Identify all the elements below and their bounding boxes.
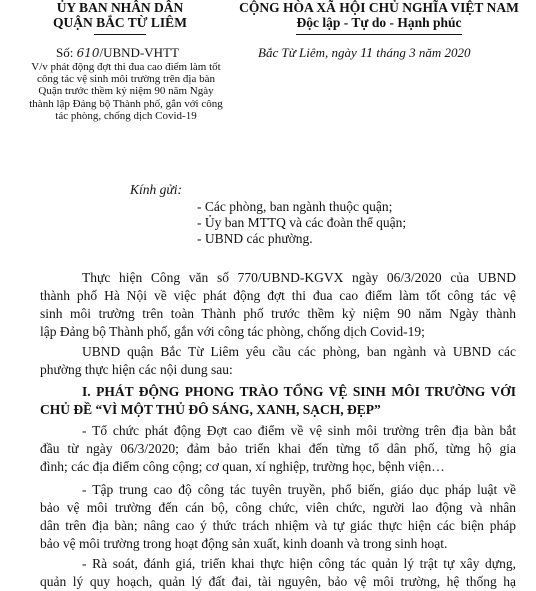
recipients-label: Kính gửi: — [130, 182, 182, 197]
paragraph-line: lập Đảng bộ Thành phố, gắn với công tác phòng, chống dịch Covid-19; — [40, 324, 425, 339]
nation-motto: Độc lập - Tự do - Hạnh phúc — [296, 15, 462, 30]
recipient-item: - Các phòng, ban ngành thuộc quận; — [197, 199, 393, 214]
place-prefix: Bắc Từ Liêm, ngày — [258, 45, 357, 60]
intro-paragraph — [40, 269, 516, 341]
bullet-paragraph — [40, 555, 516, 591]
paragraph-line: - Rà soát, đánh giá, triển khai thực hiện công tác quản lý trật tự xây dựng, — [82, 556, 516, 571]
section-heading — [40, 383, 516, 419]
doc-number-handwritten: 610 — [76, 46, 100, 60]
org-name-line1: ỦY BAN NHÂN DÂN — [56, 0, 184, 15]
place-suffix: tháng 3 năm 2020 — [376, 45, 471, 60]
document-number — [56, 45, 179, 61]
paragraph-line: bảo vệ môi trường đến cán bộ, công chức, viên chức, người lao động và nhân — [40, 500, 516, 515]
recipient-item: - Ủy ban MTTQ và các đoàn thể quận; — [197, 215, 407, 230]
paragraph-line: quản lý quy hoạch, quản lý đất đai, tài nguyên, bảo vệ môi trường, hệ thống hạ — [40, 574, 516, 589]
bullet-paragraph — [40, 481, 516, 553]
paragraph-line: dân trên địa bàn; nâng cao ý thức trách nhiệm và tự giác thực hiện các biện pháp — [40, 518, 516, 533]
bullet-paragraph — [40, 422, 516, 476]
motto-underline — [296, 34, 462, 35]
nation-title: CỘNG HÒA XÃ HỘI CHỦ NGHĨA VIỆT NAM — [239, 0, 519, 15]
paragraph-line: sinh môi trường trên toàn Thành phố trước thềm kỷ niệm 90 năm Ngày thành — [40, 306, 516, 321]
paragraph-line: thành phố Hà Nội về việc phát động đợt thi đua cao điểm làm tốt công tác vệ — [40, 288, 516, 303]
heading-line: I. PHÁT ĐỘNG PHONG TRÀO TỔNG VỆ SINH MÔI TRƯỜNG VỚI — [82, 384, 516, 399]
org-underline — [94, 34, 146, 35]
document-subject: V/v phát động đợt thi đua cao điểm làm tốt công tác vệ sinh môi trường trên địa bàn Quận trước thềm kỷ niệm 90 năm Ngày thành lập Đảng bộ Thành phố, gắn với công tác phòng, chống dịch Covid-19 — [29, 61, 223, 122]
date-day-handwritten: 11 — [360, 46, 374, 61]
paragraph-line: bảo vệ môi trường trong hoạt động sản xuất, kinh doanh và trong sinh hoạt. — [40, 536, 448, 551]
doc-number-prefix: Số: — [56, 45, 74, 60]
heading-line: CHỦ ĐỀ “VÌ MỘT THỦ ĐÔ SÁNG, XANH, SẠCH, ĐẸP” — [40, 402, 381, 417]
paragraph-line: phường thực hiện các nội dung sau: — [40, 362, 233, 377]
paragraph-line: - Tổ chức phát động Đợt cao điểm về vệ sinh môi trường trên địa bàn bắt — [82, 423, 516, 438]
recipient-item: - UBND các phường. — [197, 231, 313, 246]
org-name-line2: QUẬN BẮC TỪ LIÊM — [53, 15, 187, 30]
paragraph-line: đình; các địa điểm công cộng; cơ quan, xí nghiệp, trường học, bệnh viện… — [40, 459, 445, 474]
paragraph-line: Thực hiện Công văn số 770/UBND-KGVX ngày 06/3/2020 của UBND — [82, 270, 516, 285]
place-date — [258, 45, 471, 62]
paragraph-line: đầu từ ngày 06/3/2020; đảm bảo triển khai đến từng tổ dân phố, từng hộ gia — [40, 441, 516, 456]
paragraph-line: UBND quận Bắc Từ Liêm yêu cầu các phòng, ban ngành và UBND các — [82, 344, 516, 359]
request-paragraph — [40, 343, 516, 379]
doc-number-suffix: /UBND-VHTT — [99, 45, 179, 60]
paragraph-line: - Tập trung cao độ công tác tuyên truyền, phổ biến, giáo dục pháp luật về — [82, 482, 516, 497]
